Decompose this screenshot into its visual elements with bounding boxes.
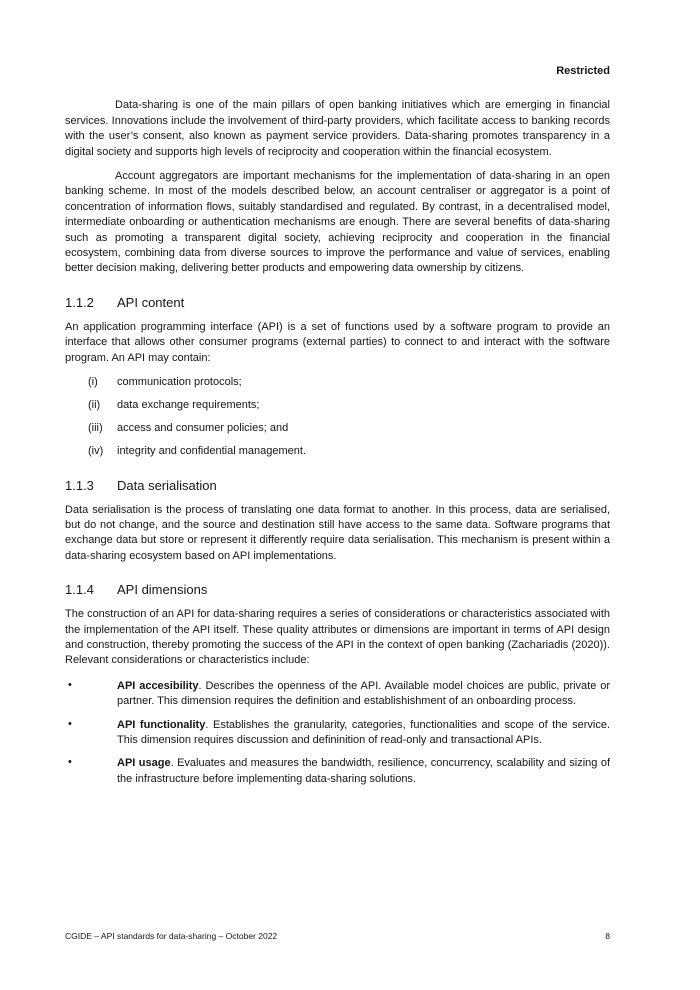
bullet-item — [65, 756, 610, 787]
bullet-text: . Evaluates and measures the bandwidth, resilience, concurrency, scalability and sizing of the infrastructure before implementing data-sharing solutions. — [117, 757, 610, 785]
list-item — [65, 421, 610, 436]
list-item — [65, 375, 610, 390]
bullet-icon: • — [68, 756, 72, 769]
section-1-1-2-body: An application programming interface (API) is a set of functions used by a software program to provide an interface that allows other consumer programs (external parties) to connect to and interact with the software program. An API may contain: — [65, 320, 610, 364]
section-1-1-3-body: Data serialisation is the process of translating one data format to another. In this process, data are serialised, but do not change, and the source and destination still have access to the same data. Software programs that exchange data but store or represent it differently require data serialisation. This mechanism is present within a data-sharing ecosystem based on API implementations. — [65, 503, 610, 562]
classification-label: Restricted — [556, 65, 610, 77]
list-item-text: data exchange requirements; — [117, 399, 260, 412]
list-item-marker: (ii) — [88, 399, 101, 412]
list-item — [65, 444, 610, 459]
list-item-text: integrity and confidential management. — [117, 445, 306, 458]
list-item-text: access and consumer policies; and — [117, 422, 289, 435]
paragraph-data-sharing: Data-sharing is one of the main pillars of open banking initiatives which are emerging in financial services. Innovations include the involvement of third-party providers, which facilitate access to banking records with the user’s consent, also known as payment service providers. Data-sharing promotes transparency in a digital society and supports high levels of reciprocity and cooperation within the financial ecosystem. — [65, 99, 610, 158]
section-title: API dimensions — [117, 582, 208, 598]
section-number: 1.1.3 — [65, 477, 94, 493]
list-item-marker: (iii) — [88, 422, 103, 435]
bullet-icon: • — [68, 678, 72, 691]
paragraph-account-aggregators: Account aggregators are important mechanisms for the implementation of data-sharing in an open banking scheme. In most of the models described below, an account centraliser or aggregator is a point of concentration of information flows, suitably standardised and regulated. By contrast, in a decentralised model, intermediate onboarding or authentication mechanisms are enough. There are several benefits of data-sharing such as promoting a transparent digital society, achieving reciprocity and cooperation in the financial ecosystem, combining data from diverse sources to improve the performance and value of services, enabling better decision making, delivering better products and empowering data ownership by citizens. — [65, 170, 610, 275]
roman-numeral-list — [65, 375, 610, 459]
section-title: Data serialisation — [117, 477, 217, 493]
bullet-text: . Establishes the granularity, categories, functionalities and scope of the service. This dimension requires discussion and defininition of read-only and transactional APIs. — [117, 718, 610, 746]
bullet-item — [65, 679, 610, 710]
list-item-marker: (i) — [88, 376, 98, 389]
list-item-marker: (iv) — [88, 445, 104, 458]
section-title: API content — [117, 294, 185, 310]
bullet-list — [65, 679, 610, 787]
list-item — [65, 398, 610, 413]
bullet-label: API usage — [117, 757, 171, 770]
bullet-label: API accesibility — [117, 679, 199, 692]
section-heading-1-1-2 — [65, 294, 610, 311]
bullet-text: . Describes the openness of the API. Available model choices are public, private or partner. This dimension requires the definition and establishishment of an onboarding process. — [117, 679, 610, 708]
list-item-text: communication protocols; — [117, 376, 242, 389]
section-heading-1-1-4 — [65, 581, 610, 598]
bullet-label: API functionality — [117, 718, 206, 731]
page-content — [65, 0, 610, 795]
bullet-item — [65, 718, 610, 749]
footer-document-title: CGIDE – API standards for data-sharing – October 2022 — [65, 931, 278, 941]
page-footer — [65, 931, 610, 942]
page-number: 8 — [605, 931, 610, 941]
section-number: 1.1.2 — [65, 294, 94, 310]
section-1-1-4-body: The construction of an API for data-sharing requires a series of considerations or characteristics associated with the implementation of the API itself. These quality attributes or dimensions are important in terms of API design and construction, thereby promoting the success of the API in the context of open banking (Zachariadis (2020)). Relevant considerations or characteristics include: — [65, 608, 610, 667]
section-heading-1-1-3 — [65, 477, 610, 494]
section-number: 1.1.4 — [65, 582, 94, 598]
bullet-icon: • — [68, 717, 72, 730]
